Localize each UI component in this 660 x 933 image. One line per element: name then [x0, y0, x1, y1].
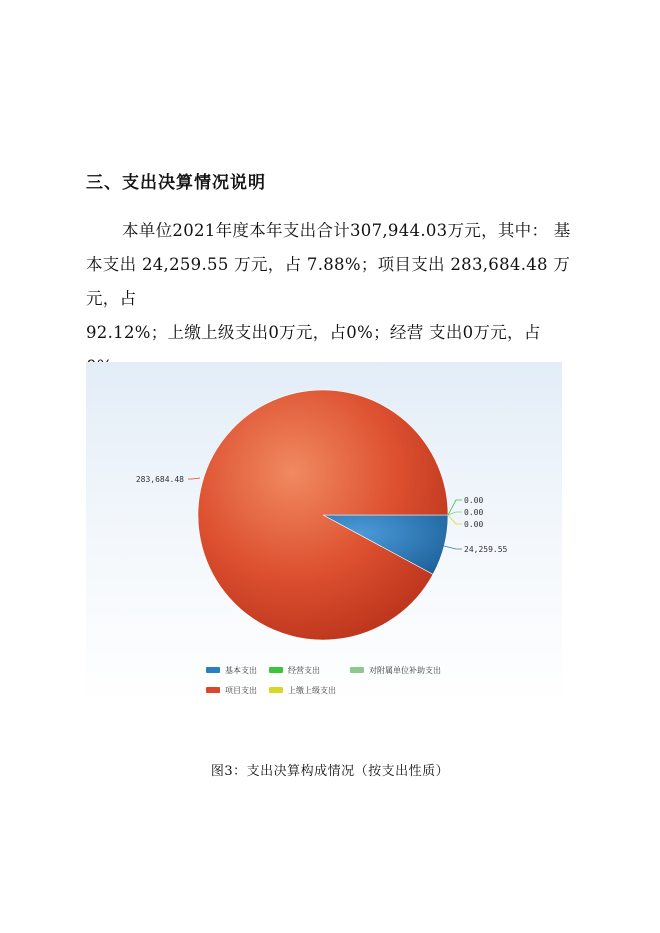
data-label-basic: 24,259.55 [464, 545, 508, 554]
legend-item: 上缴上级支出 [288, 686, 336, 695]
legend-swatch [206, 687, 220, 693]
legend-swatch [269, 687, 283, 693]
legend-swatch [206, 667, 220, 673]
pie-chart-svg [86, 362, 562, 704]
legend-item: 对附属单位补助支出 [369, 666, 441, 675]
data-label-zero: 0.00 [464, 520, 484, 529]
paragraph-line-2: 本支出 24,259.55 万元，占 7.88%；项目支出 283,684.48 万元，占 [86, 255, 571, 308]
paragraph-line-3: 92.12%；上缴上级支出0万元，占0%；经营 支出0万元，占 [86, 323, 541, 342]
pie-slice-project [198, 390, 448, 640]
legend-item: 项目支出 [225, 686, 257, 695]
legend-swatch [269, 667, 283, 673]
label-line-zero [448, 512, 462, 515]
data-label-project: 283,684.48 [135, 475, 184, 484]
label-line-basic [444, 546, 462, 549]
pie-chart [86, 362, 562, 704]
legend-swatch [350, 667, 364, 673]
paragraph-line-1: 本单位2021年度本年支出合计307,944.03万元，其中： 基 [122, 221, 571, 240]
section-heading: 三、支出决算情况说明 [86, 173, 266, 193]
label-line-zero [448, 515, 462, 524]
data-label-zero: 0.00 [464, 508, 484, 517]
legend-item: 经营支出 [288, 666, 320, 675]
figure-caption: 图3：支出决算构成情况（按支出性质） [210, 764, 450, 779]
data-label-zero: 0.00 [464, 496, 484, 505]
label-line-project [188, 478, 200, 479]
legend-item: 基本支出 [225, 666, 257, 675]
